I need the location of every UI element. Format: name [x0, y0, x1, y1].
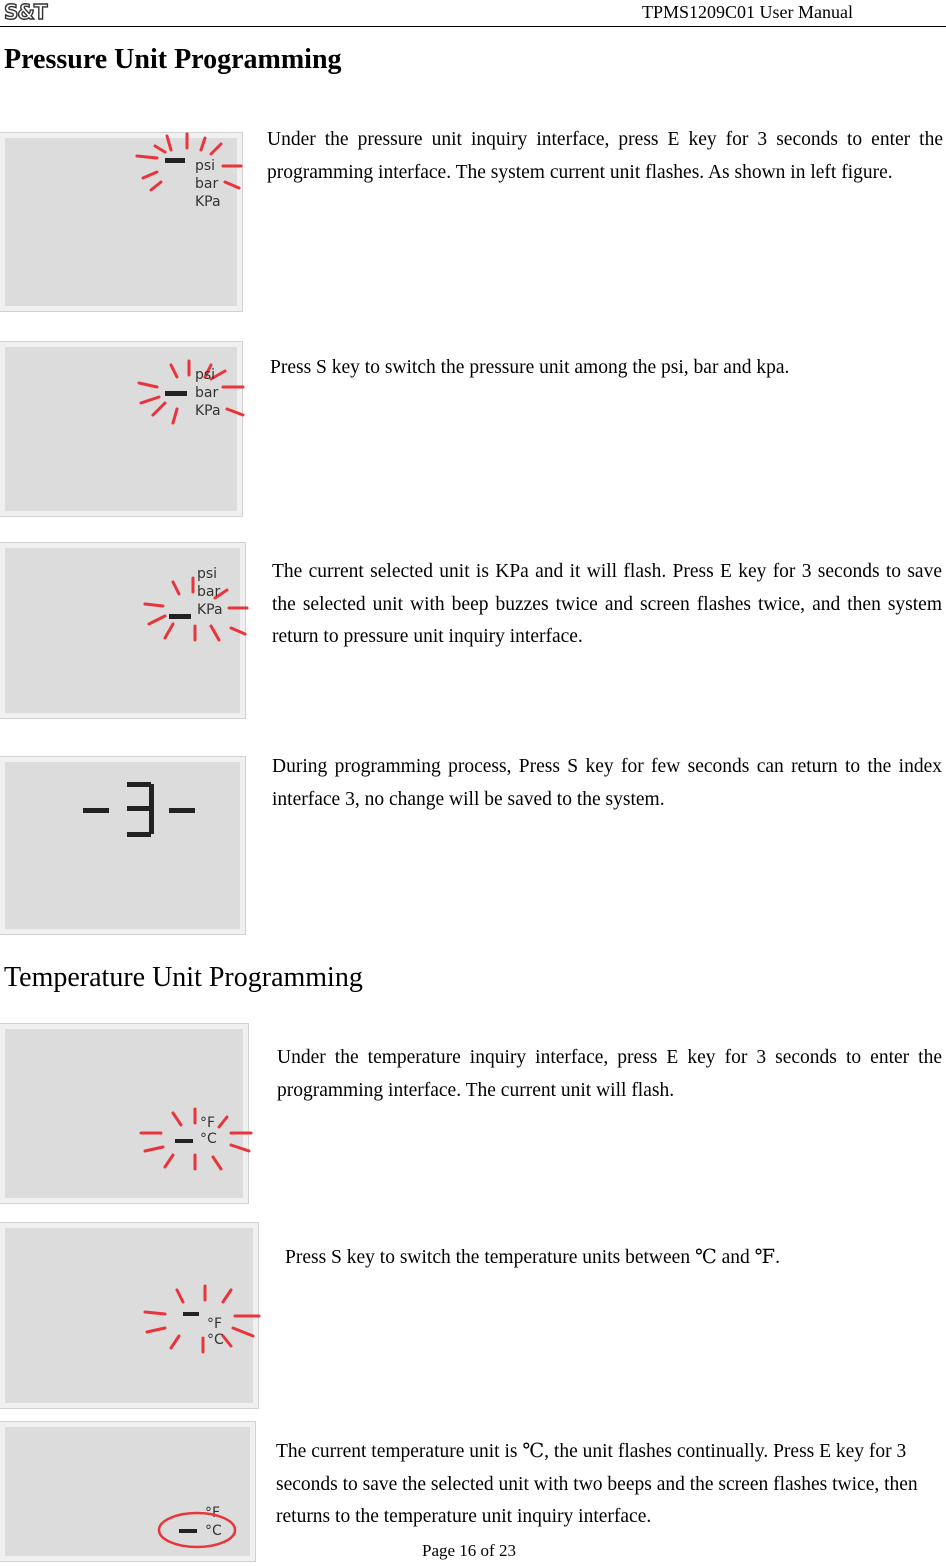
lcd-display-graphic: [5, 1029, 253, 1208]
pressure-step-4-text: During programming process, Press S key for few seconds can return to the index interface 3, no change will be saved to the system.: [272, 756, 942, 810]
pressure-step-1-text: Under the pressure unit inquiry interface, press E key for 3 seconds to enter the programming interface. The system current unit flashes. As shown in left figure.: [267, 129, 943, 183]
lcd-unit-psi: psi: [197, 566, 218, 582]
lcd-display-graphic: [5, 1228, 263, 1413]
document-title: TPMS1209C01 User Manual: [642, 2, 853, 22]
temperature-section-heading: Temperature Unit Programming: [4, 962, 363, 993]
lcd-unit-celsius: °C: [207, 1332, 224, 1348]
lcd-display-graphic: [5, 1427, 260, 1566]
flash-rays-icon: [145, 578, 247, 640]
lcd-figure-temperature-switch: [0, 1223, 258, 1408]
flash-rays-icon: [137, 134, 241, 190]
pressure-section-heading: Pressure Unit Programming: [4, 44, 342, 75]
lcd-figure-temperature-enter: [0, 1024, 248, 1203]
lcd-unit-celsius: °C: [205, 1523, 222, 1539]
flash-rays-icon: [139, 361, 243, 423]
lcd-unit-bar: bar: [195, 176, 219, 192]
lcd-figure-temperature-save: [0, 1422, 255, 1561]
lcd-unit-bar: bar: [197, 584, 221, 600]
lcd-unit-kpa: KPa: [195, 194, 221, 210]
lcd-display-graphic: [5, 548, 250, 723]
lcd-display-graphic: [5, 347, 247, 521]
page-header: [0, 0, 946, 27]
temperature-step-1-text: Under the temperature inquiry interface, press E key for 3 seconds to enter the programming interface. The current unit will flash.: [277, 1047, 942, 1101]
lcd-unit-fahrenheit: °F: [200, 1115, 216, 1131]
lcd-unit-fahrenheit: °F: [207, 1316, 223, 1332]
temperature-step-3-text: The current temperature unit is ℃, the unit flashes continually. Press E key for 3 seconds to save the selected unit with two beeps and the screen flashes twice, then returns to the temperature unit inquiry interface.: [276, 1441, 918, 1527]
lcd-unit-psi: psi: [195, 367, 216, 383]
flash-rays-icon: [141, 1109, 251, 1169]
lcd-unit-kpa: KPa: [195, 403, 221, 419]
lcd-figure-pressure-enter: [0, 133, 242, 311]
lcd-figure-pressure-save: [0, 543, 245, 718]
lcd-figure-pressure-switch: [0, 342, 242, 516]
lcd-figure-index-3: [0, 757, 245, 934]
temperature-step-2-text: Press S key to switch the temperature units between ℃ and ℉.: [285, 1247, 780, 1268]
pressure-step-3-text: The current selected unit is KPa and it will flash. Press E key for 3 seconds to save the selected unit with beep buzzes twice and screen flashes twice, and then system return to pressure unit inquiry interface.: [272, 561, 942, 647]
lcd-unit-celsius: °C: [200, 1131, 217, 1147]
lcd-unit-fahrenheit: °F: [205, 1505, 221, 1521]
pressure-step-2-text: Press S key to switch the pressure unit among the psi, bar and kpa.: [270, 357, 790, 378]
lcd-unit-kpa: KPa: [197, 602, 223, 618]
lcd-display-graphic: [5, 762, 250, 939]
lcd-display-graphic: [5, 138, 247, 316]
company-logo: S&T: [4, 0, 47, 24]
seven-segment-digits-icon: [83, 782, 195, 837]
flash-rays-icon: [145, 1286, 259, 1352]
page-number: Page 16 of 23: [422, 1541, 516, 1560]
lcd-unit-psi: psi: [195, 158, 216, 174]
lcd-unit-bar: bar: [195, 385, 219, 401]
